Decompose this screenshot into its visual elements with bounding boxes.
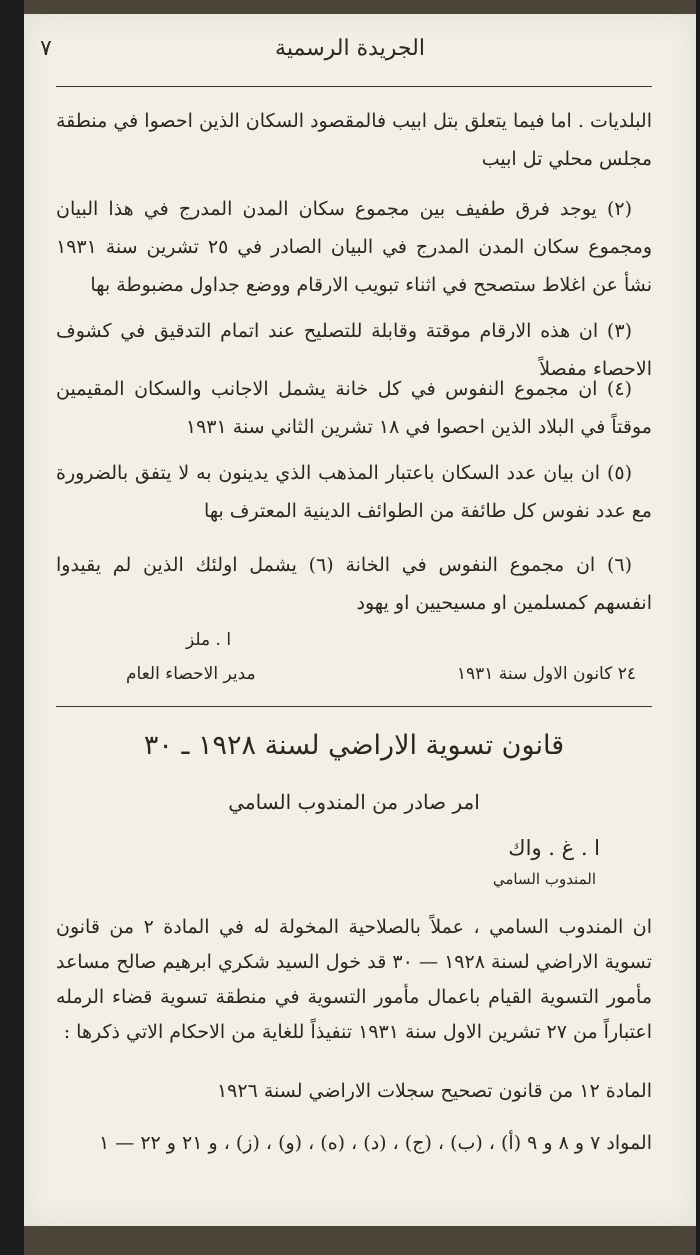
signer-role: المندوب السامي	[492, 870, 596, 888]
scan-top-edge	[24, 0, 696, 14]
section-divider	[56, 706, 652, 707]
note-paragraph: (٤) ان مجموع النفوس في كل خانة يشمل الاجانب والسكان المقيمين موقتاً في البلاد الذين احصوا في ١٨ تشرين الثاني سنة ١٩٣١	[56, 378, 652, 438]
note-paragraph: البلديات . اما فيما يتعلق بتل ابيب فالمقصود السكان الذين احصوا في منطقة مجلس محلي تل ابيب	[56, 110, 652, 170]
signer-initials: ا . غ . واك	[508, 836, 600, 860]
note-paragraph: (٦) ان مجموع النفوس في الخانة (٦) يشمل اولئك الذين لم يقيدوا انفسهم كمسلمين او مسيحيين او يهود	[56, 554, 652, 614]
note-paragraph: (٣) ان هذه الارقام موقتة وقابلة للتصليح عند اتمام التدقيق في كشوف الاحصاء مفصلاً	[56, 320, 652, 380]
scan-bottom-edge	[24, 1226, 696, 1255]
page-header	[40, 36, 660, 68]
gazette-title: الجريدة الرسمية	[275, 36, 425, 61]
order-body: ان المندوب السامي ، عملاً بالصلاحية المخولة له في المادة ٢ من قانون تسوية الاراضي لسنة ١٩٢٨ — ٣٠ قد خول السيد شكري ابرهيم صالح مساعد مأمور التسوية القيام باعمال مأمور التسوية في منطقة تسوية قضاء الرمله اعتباراً من ٢٧ تشرين الاول سنة ١٩٣١ تنفيذاً للغاية من الاحكام الاتي ذكرها :	[56, 916, 652, 1043]
notes-section	[56, 102, 652, 642]
law-title: قانون تسوية الاراضي لسنة ١٩٢٨ ـ ٣٠	[143, 730, 565, 761]
note-paragraph: (٢) يوجد فرق طفيف بين مجموع سكان المدن المدرج في هذا البيان ومجموع سكان المدن المدرج في البيان الصادر في ٢٥ تشرين سنة ١٩٣١ نشأ عن اغلاط ستصحح في اثناء تبويب الارقام ووضع جداول مضبوطة بها	[56, 198, 652, 296]
signature-date: ٢٤ كانون الاول سنة ١٩٣١	[456, 664, 636, 684]
article-reference: المادة ١٢ من قانون تصحيح سجلات الاراضي لسنة ١٩٢٦	[216, 1080, 652, 1102]
signature-name: ا . ملز	[186, 630, 232, 650]
header-rule	[56, 86, 652, 87]
articles-list: المواد ٧ و ٨ و ٩ (أ) ، (ب) ، (ج) ، (د) ، (ه) ، (و) ، (ز) ، و ٢١ و ٢٢ — ١	[99, 1132, 652, 1154]
page-number: ٧	[40, 36, 52, 61]
signature-role: مدير الاحصاء العام	[126, 664, 256, 684]
order-heading: امر صادر من المندوب السامي	[228, 790, 480, 814]
note-paragraph: (٥) ان بيان عدد السكان باعتبار المذهب الذي يدينون به لا يتفق بالضرورة مع عدد نفوس كل طائفة من الطوائف الدينية المعترف بها	[56, 462, 652, 522]
